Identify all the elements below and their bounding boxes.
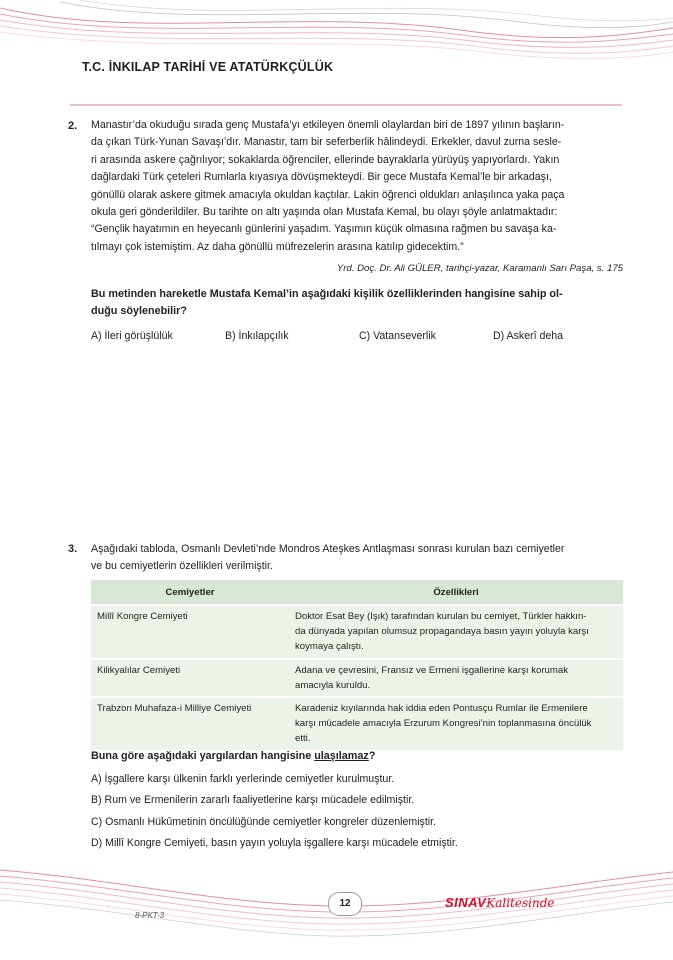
passage-line: tılmayı çok istemiştim. Az daha gönüllü müfrezelerin arasına katılıp gidecektim.” [91, 240, 464, 253]
question-3-options [91, 773, 631, 859]
cemiyetler-table [91, 580, 623, 750]
question-3-stem [91, 750, 375, 762]
question-2-stem [91, 286, 623, 321]
option-d[interactable]: D) Millî Kongre Cemiyeti, basın yayın yoluyla işgallere karşı mücadele etmiştir. [91, 837, 458, 850]
feature-line: Doktor Esat Bey (Işık) tarafından kurulan bu cemiyet, Türkler hakkın- [295, 611, 587, 622]
option-d[interactable]: D) Askerî deha [493, 330, 564, 342]
feature-line: koymaya çalıştı. [295, 641, 364, 653]
option-b[interactable]: B) İnkılapçılık [225, 330, 289, 342]
booklet-code: 8-PKT-3 [135, 911, 165, 920]
feature-line: Adana ve çevresini, Fransız ve Ermeni işgallerine karşı korumak [295, 664, 568, 676]
passage-line: “Gençlik hayatımın en heyecanlı günlerini yaşadım. Yaşımın küçük olmasına rağmen bu savaşa ka- [91, 223, 557, 236]
passage-line: gönüllü olarak askere gitmek amacıyla okuldan kaçtılar. Lakin öğrenci oldukları anlaşılınca yaka paça [91, 188, 565, 201]
table-row [91, 659, 623, 697]
table-row [91, 605, 623, 659]
feature-line: Karadeniz kıyılarında hak iddia eden Pontusçu Rumlar ile Ermenilere [295, 703, 588, 715]
page-number: 12 [328, 892, 362, 916]
option-a[interactable]: A) İşgallere karşı ülkenin farklı yerlerinde cemiyetler kurulmuştur. [91, 773, 395, 785]
passage-line: Manastır’da okuduğu sırada genç Mustafa’yı etkileyen önemli olaylardan biri de 1897 yılının başların- [91, 119, 565, 131]
stem-line: duğu söylenebilir? [91, 305, 187, 318]
passage-line: okula geri gönderildiler. Bu tarihte on altı yaşında olan Mustafa Kemal, bu olayı şöyle anlatmaktadır: [91, 206, 558, 219]
cemiyet-name: Millî Kongre Cemiyeti [91, 605, 289, 659]
cemiyet-name: Trabzon Muhafaza-i Milliye Cemiyeti [91, 697, 289, 750]
feature-line: da dünyada yapılan olumsuz propagandaya basın yayın yoluyla karşı [295, 626, 589, 638]
table-header-cemiyetler: Cemiyetler [91, 580, 289, 605]
cemiyet-feature [289, 697, 623, 750]
brand-bold: SINAV [445, 895, 487, 910]
passage-line: dağlardaki Türk çeteleri Rumlarla kıyasıya dövüşmekteydi. Bir gece Mustafa Kemal’le bir arkadaşı, [91, 171, 552, 184]
stem-underlined-word: ulaşılamaz [314, 750, 369, 762]
feature-line: etti. [295, 733, 311, 745]
header-title: T.C. İNKILAP TARİHİ VE ATATÜRKÇÜLÜK [82, 60, 334, 74]
stem-line: Bu metinden hareketle Mustafa Kemal’in aşağıdaki kişilik özelliklerinden hangisine sahip ol- [91, 288, 563, 300]
passage-source: Yrd. Doç. Dr. Ali GÜLER, tarihçi-yazar, Karamanlı Sarı Paşa, s. 175 [336, 263, 623, 274]
option-c[interactable]: C) Osmanlı Hükûmetinin öncülüğünde cemiyetler kongreler düzenlemiştir. [91, 815, 437, 828]
option-c[interactable]: C) Vatanseverlik [359, 330, 436, 342]
table-header-ozellikleri: Özellikleri [289, 580, 623, 605]
cemiyet-feature [289, 659, 623, 697]
cemiyet-name: Kilikyalılar Cemiyeti [91, 659, 289, 697]
passage-line: ri arasında askere çağrılıyor; sokaklarda öğrenciler, ellerinde bayraklarla yürüyüş yapıyorlardı. Yakın [91, 153, 560, 166]
feature-line: karşı mücadele amacıyla Erzurum Kongresi’nin toplanmasına öncülük [295, 718, 592, 730]
question-3-intro [91, 541, 623, 576]
header-wave-decoration [0, 0, 673, 110]
cemiyet-feature [289, 605, 623, 659]
question-3-number: 3. [68, 543, 78, 555]
stem-punctuation: ? [368, 750, 376, 762]
brand-script: Kalitesinde [486, 896, 555, 910]
option-a[interactable]: A) İleri görüşlülük [91, 330, 173, 342]
question-2-passage [91, 117, 623, 256]
passage-line: da çıkan Türk-Yunan Savaşı’dır. Manastır, tam bir seferberlik hâlindeydi. Erkekler, davul zurna sesle- [91, 136, 562, 149]
option-b[interactable]: B) Rum ve Ermenilerin zararlı faaliyetlerine karşı mücadele edilmiştir. [91, 794, 415, 807]
question-2-number: 2. [68, 120, 78, 132]
table-row [91, 697, 623, 750]
stem-text: Buna göre aşağıdaki yargılardan hangisine [91, 750, 315, 762]
intro-line: ve bu cemiyetlerin özellikleri verilmiştir. [91, 560, 273, 573]
brand-logo [445, 895, 555, 910]
feature-line: amacıyla kuruldu. [295, 679, 371, 691]
intro-line: Aşağıdaki tabloda, Osmanlı Devleti’nde Mondros Ateşkes Antlaşması sonrası kurulan bazı cemiyetler [91, 543, 565, 555]
header-divider [70, 104, 622, 106]
